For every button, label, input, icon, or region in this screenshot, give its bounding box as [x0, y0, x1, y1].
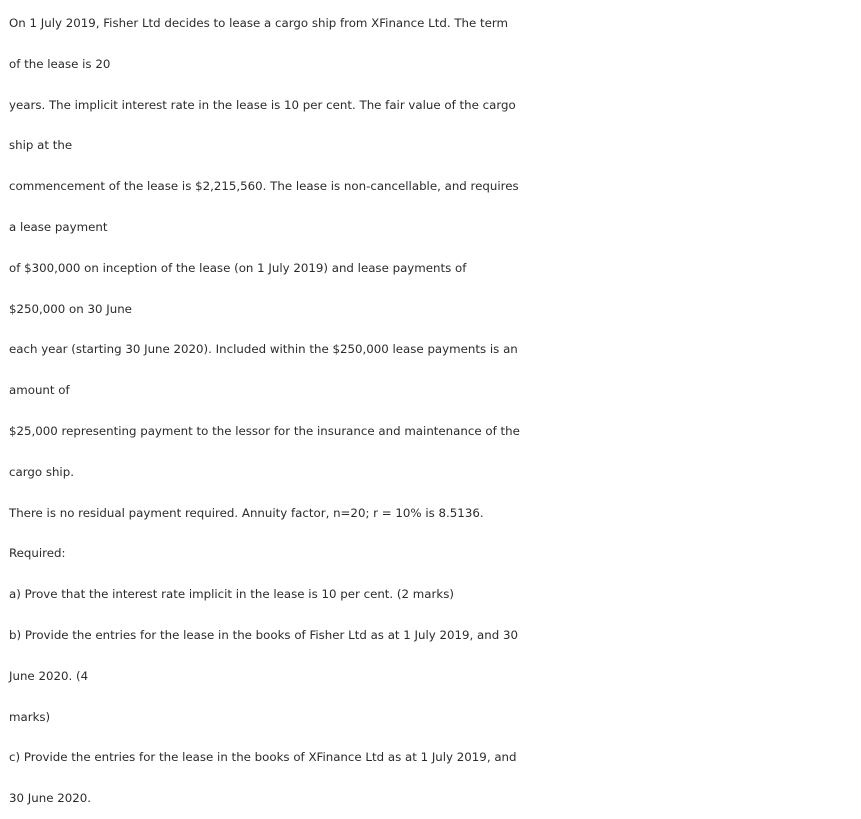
text-line: $250,000 on 30 June: [9, 301, 132, 316]
question-part-a: a) Prove that the interest rate implicit in the lease is 10 per cent. (2 marks): [9, 587, 454, 602]
text-line: each year (starting 30 June 2020). Included within the $250,000 lease payments is an: [9, 342, 518, 357]
text-line: of $300,000 on inception of the lease (on 1 July 2019) and lease payments of: [9, 260, 467, 275]
text-line: ship at the: [9, 138, 73, 153]
question-part-c: c) Provide the entries for the lease in the books of XFinance Ltd as at 1 July 2019, and: [9, 750, 517, 765]
text-line: commencement of the lease is $2,215,560. The lease is non-cancellable, and requires: [9, 179, 519, 194]
text-line: On 1 July 2019, Fisher Ltd decides to lease a cargo ship from XFinance Ltd. The term: [9, 16, 509, 30]
text-line: marks): [9, 709, 51, 724]
text-line: cargo ship.: [9, 464, 74, 479]
text-line: amount of: [9, 383, 70, 398]
text-line: a lease payment: [9, 219, 108, 234]
text-line: There is no residual payment required. Annuity factor, n=20; r = 10% is 8.5136.: [9, 505, 484, 520]
text-line: of the lease is 20: [9, 56, 111, 71]
text-line: years. The implicit interest rate in the lease is 10 per cent. The fair value of the cargo: [9, 97, 516, 112]
required-heading: Required:: [9, 546, 66, 561]
question-part-b: b) Provide the entries for the lease in the books of Fisher Ltd as at 1 July 2019, and 30: [9, 627, 518, 642]
text-line: June 2020. (4: [9, 668, 89, 683]
text-line: 30 June 2020.: [9, 791, 91, 806]
text-line: $25,000 representing payment to the lessor for the insurance and maintenance of the: [9, 423, 520, 438]
